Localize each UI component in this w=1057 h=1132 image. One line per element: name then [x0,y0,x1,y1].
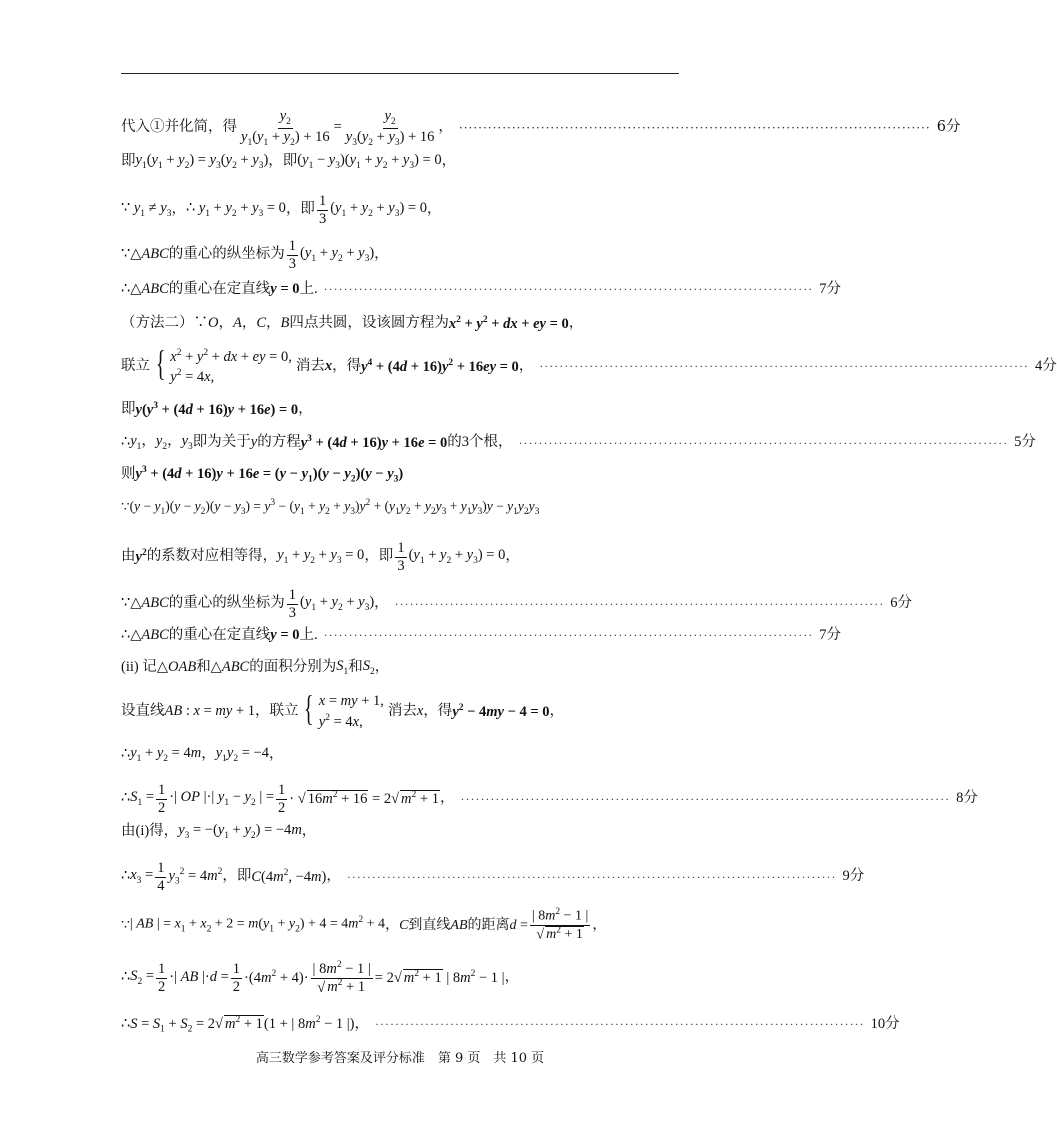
score: 10分 [870,1016,900,1033]
line-7: 联立 { $x^2 + y^2$ + dx + ey = 0, $y^2 = 4x$, 消去 x ，得 $y^4 + (4d + 16)y^2 + 16ey = 0$ ， ·································································································· 4分 [121,342,1057,385]
score: 7分 [819,627,841,643]
line-20: ∴ $x_3$ = $\frac{1}{4}$ $y_3^2 = 4m^2$ ，即 $C(4m^2$, −4m) ， ·································································································· 9分 [121,860,865,894]
line-2: 即 $y_1(y_1 + y_2) = y_3(y_2 + y_3)$ ，即 $(y_1 - y_3)(y_1 + y_2 + y_3) = 0$ ， [121,152,457,171]
line-15: (ii) 记△ OAB 和△ ABC 的面积分别为 $S_1$ 和 $S_2$ ， [121,658,390,677]
line-21: ∵ | AB | = $x_1 + x_2 + 2 = m(y_1 + y_2) + 4 = 4m^2 + 4$ ， C 到直线 AB 的距离 d = $\frac{| 8m^2 - 1 |}{√ m^2 + 1}$ ， [121,907,607,943]
line-16: 设直线 AB : x = my + 1 ，联立 { x = my + 1, $y^2 = 4x$, 消去 x ，得 $y^2 - 4my - 4 = 0$ ， [121,688,565,730]
line-8: 即 $y(y^3 + (4d + 16)y + 16e) = 0$ ， [121,400,313,418]
header-rule [121,73,679,74]
line-12: 由 $y^2$ 的系数对应相等得， $y_1 + y_2 + y_3 = 0$ ，即 $\frac{1}{3}$ $(y_1 + y_2 + y_3) = 0$ ， [121,540,520,574]
score: 8分 [956,790,978,807]
line-19: 由(i)得， $y_3 = -(y_1 + y_2) = -4m$ ， [121,822,317,841]
line-22: ∴ $S_2$ = $\frac{1}{2}$ ·| AB |·d = $\frac{1}{2}$ $\cdot(4m^2 + 4)\cdot$ $\frac{| 8m^2 - 1 |}{√ m^2 + 1}$ = 2√ $m^2 + 1$ | $8m^2 - 1$ | ， [121,960,520,996]
score: 6分 [936,119,961,136]
score: 9分 [842,868,865,885]
line-23: ∴ $S = S_1 + S_2 = 2√$ $m^2 + 1(1$ + | $8m^2 - 1$ |) ， ·································································································· 10分 [121,1015,900,1035]
line-10: 则 $y^3 + (4d + 16)y + 16e = (y - y_1)(y - y_2)(y - y_3)$ [121,465,404,485]
line-9: ∴ $y_1$，$y_2$，$y_3$ 即为关于 y 的方程 $y^3 + (4d + 16)y + 16e = 0$ 的3个根， ·································································································· 5分 [121,433,1036,452]
line-1: 代入①并化简，得 $\frac{y_2}{y_1(y_1 + y_2) + 16}$ = $\frac{y_2}{y_3(y_2 + y_3) + 16}$ ， ·································································································· 6分 [121,108,961,148]
line-18: ∴ $S_1$ = $\frac{1}{2}$ ·| OP |·| $y_1 - y_2$ | = $\frac{1}{2}$ · √ $16m^2 + 16 = 2√$ $m^2 + 1$ ， ·································································································· 8分 [121,782,978,816]
page-footer: 高三数学参考答案及评分标准 第 9 页 共 10 页 [255,1051,545,1066]
leader-dots: ·································································································· [458,120,931,135]
score: 5分 [1014,434,1036,451]
line-4: ∵△ ABC 的重心的纵坐标为 $\frac{1}{3}$ $(y_1 + y_2 + y_3)$ ， [121,238,389,272]
line-3: ∵ $y_1 \ne y_3$ ， ∴ $y_1 + y_2 + y_3 = 0$ ，即 $\frac{1}{3}$ $(y_1 + y_2 + y_3) = 0$ ， [121,193,442,227]
line-6: （方法二）∵ O，A，C，B 四点共圆，设该圆方程为 $x^2 + y^2$ + dx + ey = 0 ， [121,314,584,332]
line-13: ∵△ ABC 的重心的纵坐标为 $\frac{1}{3}$ $(y_1 + y_2 + y_3)$ ， ·································································································· 6分 [121,587,913,621]
line-14: ∴△ ABC 的重心在定直线 y = 0 上. ·································································································· 7分 [121,627,841,643]
line-17: ∴ $y_1 + y_2 = 4m$ ， $y_1y_2 = -4$ ， [121,745,284,764]
line-11: ∵ $(y - y_1)(y - y_2)(y - y_3) = y^3 - (y_1 + y_2 + y_3)y^2 + (y_1y_2 + y_2y_3 + y_1y_3)y - y_1y_2y_3$ [121,498,540,518]
score: 7分 [819,281,841,297]
score: 6分 [890,595,913,612]
score: 4分 [1034,358,1057,375]
line-5: ∴△ ABC 的重心在定直线 y = 0 上. ·································································································· 7分 [121,281,841,297]
